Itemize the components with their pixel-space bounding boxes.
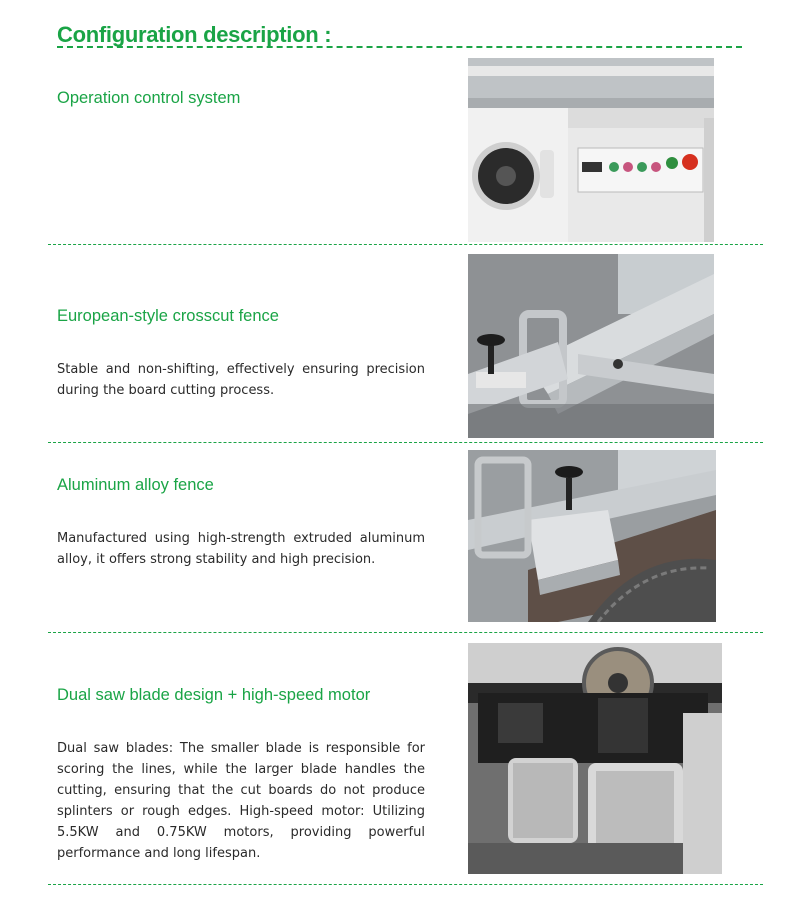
section-title-dual-saw-blade: Dual saw blade design + high-speed motor [57,686,371,704]
section-divider [48,442,763,443]
page-title: Configuration description : [57,22,332,47]
section-desc-dual-saw-blade: Dual saw blades: The smaller blade is responsible for scoring the lines, while the larger blade handles the cutting, ensuring that the cut boards do not produce splinters or rough edges. High-speed motor: Utilizing 5.5KW and 0.75KW motors, providing powerful performance and long lifespan. [57,741,425,861]
title-divider [57,46,742,48]
section-title-crosscut-fence: European-style crosscut fence [57,307,279,325]
section-divider [48,632,763,633]
section-desc-crosscut-fence: Stable and non-shifting, effectively ensuring precision during the board cutting process. [57,362,425,398]
photo-aluminum-fence [468,450,716,622]
photo-crosscut-fence [468,254,714,438]
section-title-aluminum-fence: Aluminum alloy fence [57,476,214,494]
section-title-operation-control: Operation control system [57,89,241,107]
section-desc-aluminum-fence: Manufactured using high-strength extruded aluminum alloy, it offers strong stability and high precision. [57,531,425,567]
section-divider [48,884,763,885]
photo-control-panel [468,58,714,242]
section-divider [48,244,763,245]
photo-dual-saw-motor [468,643,722,874]
